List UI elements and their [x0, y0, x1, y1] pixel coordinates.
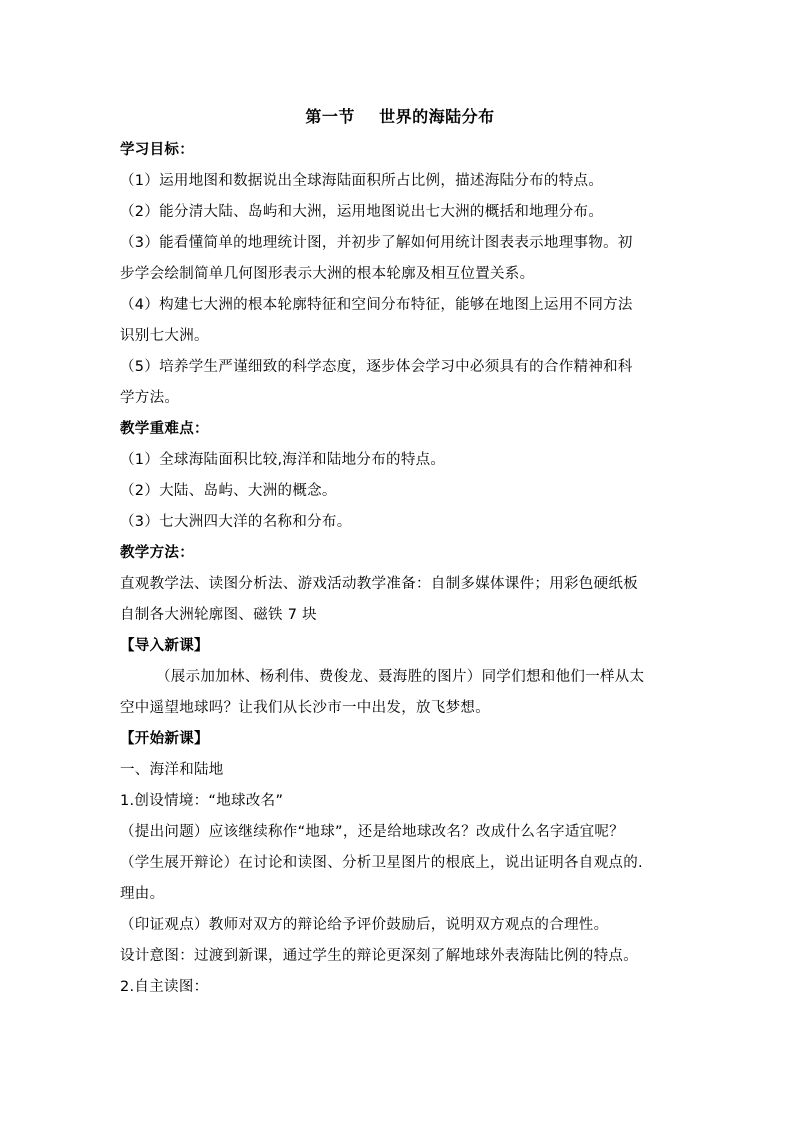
- section-heading: 【开始新课】: [120, 731, 209, 747]
- page-title: 第一节 世界的海陆分布: [305, 107, 495, 126]
- text-line: （5）培养学生严谨细致的科学态度，逐步体会学习中必须具有的合作精神和科: [120, 359, 633, 375]
- text-line: 识别七大洲。: [120, 328, 209, 344]
- text-line: （1）运用地图和数据说出全球海陆面积所占比例，描述海陆分布的特点。: [120, 173, 604, 189]
- text-line: 设计意图：过渡到新课，通过学生的辩论更深刻了解地球外表海陆比例的特点。: [120, 948, 638, 964]
- text-line: （2）能分清大陆、岛屿和大洲，运用地图说出七大洲的概括和地理分布。: [120, 204, 604, 220]
- text-line: （4）构建七大洲的根本轮廓特征和空间分布特征，能够在地图上运用不同方法: [120, 297, 633, 313]
- text-line: 2.自主读图：: [120, 979, 209, 995]
- text-line: 直观教学法、读图分析法、游戏活动教学准备：自制多媒体课件；用彩色硬纸板: [120, 576, 638, 592]
- text-line: （展示加加林、杨利伟、费俊龙、聂海胜的图片）同学们想和他们一样从太: [156, 669, 645, 685]
- text-line: （3）七大洲四大洋的名称和分布。: [120, 514, 352, 530]
- section-heading: 教学方法：: [120, 545, 194, 561]
- text-line: （提出问题）应该继续称作“地球”，还是给地球改名？改成什么名字适宜呢？: [120, 824, 625, 840]
- document-body: [120, 104, 680, 1003]
- text-line: （学生展开辩论）在讨论和读图、分析卫星图片的根底上，说出证明各自观点的.: [120, 855, 643, 871]
- text-line: 理由。: [120, 886, 165, 902]
- paragraph-list: [120, 135, 680, 1003]
- text-line: 一、海洋和陆地: [120, 762, 224, 778]
- text-line: （3）能看懂简单的地理统计图，并初步了解如何用统计图表表示地理事物。初: [120, 235, 633, 251]
- text-line: 步学会绘制简单几何图形表示大洲的根本轮廓及相互位置关系。: [120, 266, 535, 282]
- section-heading: 教学重难点：: [120, 421, 209, 437]
- text-line: （2）大陆、岛屿、大洲的概念。: [120, 483, 337, 499]
- text-line: 空中遥望地球吗？让我们从长沙市一中出发，放飞梦想。: [120, 700, 490, 716]
- text-line: （1）全球海陆面积比较,海洋和陆地分布的特点。: [120, 452, 446, 468]
- text-line: 学方法。: [120, 390, 180, 406]
- section-heading: 学习目标：: [120, 142, 194, 158]
- section-heading: 【导入新课】: [120, 638, 209, 654]
- text-line: 自制各大洲轮廓图、磁铁 7 块: [120, 607, 317, 623]
- text-line: （印证观点）教师对双方的辩论给予评价鼓励后，说明双方观点的合理性。: [120, 917, 609, 933]
- text-line: 1.创设情境：“地球改名”: [120, 793, 284, 809]
